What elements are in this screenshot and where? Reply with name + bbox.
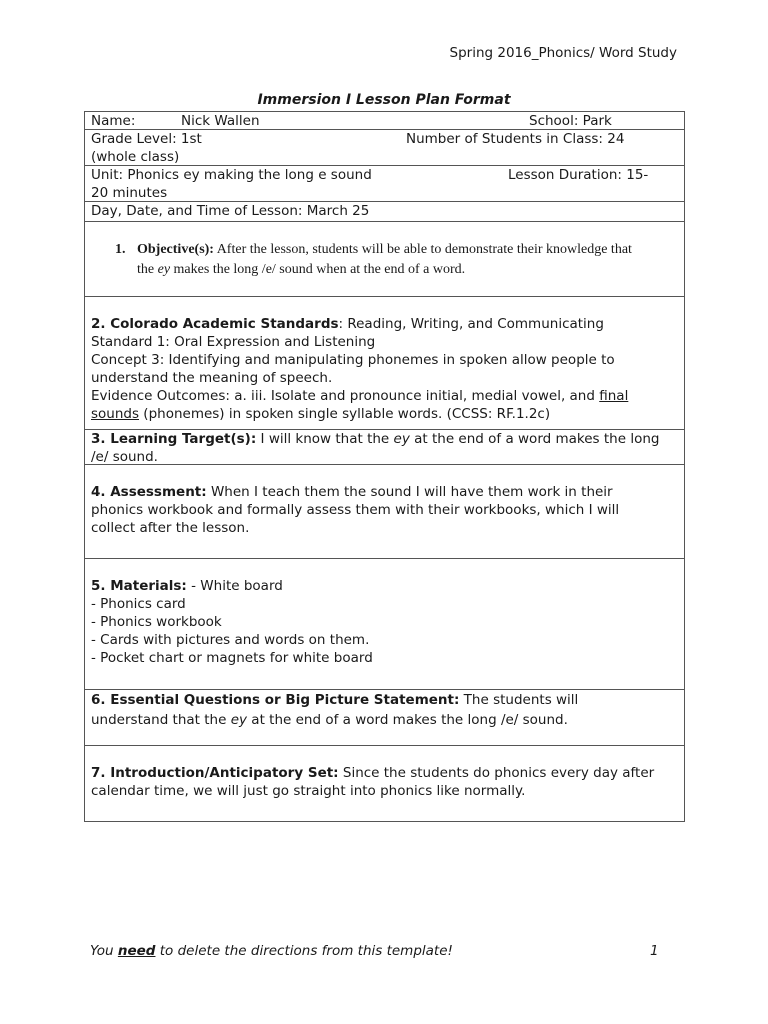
row-introduction — [85, 746, 684, 821]
standards-line6: (phonemes) in spoken single syllable words. (CCSS: RF.1.2c) — [139, 406, 551, 422]
materials-label: 5. Materials: — [91, 578, 187, 594]
grade-note: (whole class) — [91, 149, 180, 165]
materials-item: - Cards with pictures and words on them. — [91, 632, 370, 648]
footer-post: to delete the directions from this template! — [155, 943, 453, 959]
unit-line1: Unit: Phonics ey making the long e sound — [91, 167, 372, 183]
page-number: 1 — [650, 943, 659, 959]
document-header: Spring 2016_Phonics/ Word Study — [449, 45, 677, 61]
materials-item: - Phonics card — [91, 596, 186, 612]
standards-line5: Evidence Outcomes: a. iii. Isolate and pronounce initial, medial vowel, and — [91, 388, 600, 404]
materials-item: - Phonics workbook — [91, 614, 222, 630]
target-text-italic: ey — [393, 431, 410, 447]
objective-number: 1. — [115, 242, 126, 257]
target-text-b: at the end of a word makes the long — [409, 431, 660, 447]
row-essential-questions — [85, 690, 684, 746]
row-learning-target — [85, 430, 684, 465]
lesson-plan-table — [84, 111, 685, 822]
assessment-line1: When I teach them the sound I will have them work in their — [206, 484, 613, 500]
footer-pre: You — [90, 943, 118, 959]
row-unit-duration — [85, 166, 684, 202]
standards-text: : Reading, Writing, and Communicating — [338, 316, 604, 332]
objective-text1: After the lesson, students will be able to demonstrate their knowledge that — [213, 242, 632, 257]
objective-text — [115, 240, 664, 280]
standards-line6-underlined: sounds — [91, 406, 140, 422]
intro-line1: Since the students do phonics every day after — [338, 765, 655, 781]
standards-label: 2. Colorado Academic Standards — [91, 316, 339, 332]
materials-item: - Pocket chart or magnets for white board — [91, 650, 373, 666]
standards-line5-underlined: final — [599, 388, 629, 404]
intro-line2: calendar time, we will just go straight into phonics like normally. — [91, 783, 526, 799]
footer-need: need — [117, 943, 156, 959]
footer-note — [90, 943, 453, 959]
lesson-duration: Lesson Duration: 15- — [508, 167, 649, 183]
assessment-line3: collect after the lesson. — [91, 520, 250, 536]
row-name-school — [85, 112, 684, 130]
target-text-a: I will know that the — [256, 431, 394, 447]
assessment-line2: phonics workbook and formally assess them with their workbooks, which I will — [91, 502, 620, 518]
standards-line2: Standard 1: Oral Expression and Listening — [91, 334, 376, 350]
row-grade-students — [85, 130, 684, 166]
essential-label: 6. Essential Questions or Big Picture Statement: — [91, 692, 460, 708]
row-standards — [85, 297, 684, 430]
objective-text2-italic: ey — [157, 262, 171, 277]
row-objective — [85, 222, 684, 297]
target-label: 3. Learning Target(s): — [91, 431, 257, 447]
objective-text2b: makes the long /e/ sound when at the end of a word. — [170, 262, 466, 277]
assessment-label: 4. Assessment: — [91, 484, 207, 500]
standards-line4: understand the meaning of speech. — [91, 370, 333, 386]
row-assessment — [85, 465, 684, 559]
grade-level: Grade Level: 1st — [91, 131, 202, 147]
name-value: Nick Wallen — [181, 113, 260, 129]
objective-text2a: the — [137, 262, 158, 277]
students-count: Number of Students in Class: 24 — [406, 131, 625, 147]
row-day — [85, 202, 684, 222]
row-materials — [85, 559, 684, 690]
target-line2: /e/ sound. — [91, 449, 158, 465]
intro-label: 7. Introduction/Anticipatory Set: — [91, 765, 339, 781]
essential-line2a: understand that the — [91, 712, 231, 728]
essential-line2b: at the end of a word makes the long /e/ sound. — [247, 712, 568, 728]
essential-line1: The students will — [459, 692, 579, 708]
essential-line2-italic: ey — [230, 712, 248, 728]
materials-line1: - White board — [186, 578, 283, 594]
objective-label: Objective(s): — [137, 242, 214, 257]
unit-line2: 20 minutes — [91, 185, 168, 201]
standards-line3: Concept 3: Identifying and manipulating phonemes in spoken allow people to — [91, 352, 615, 368]
document-title: Immersion I Lesson Plan Format — [257, 92, 511, 108]
school-value: School: Park — [529, 113, 612, 129]
name-label: Name: — [91, 113, 136, 129]
day-date: Day, Date, and Time of Lesson: March 25 — [91, 203, 370, 219]
